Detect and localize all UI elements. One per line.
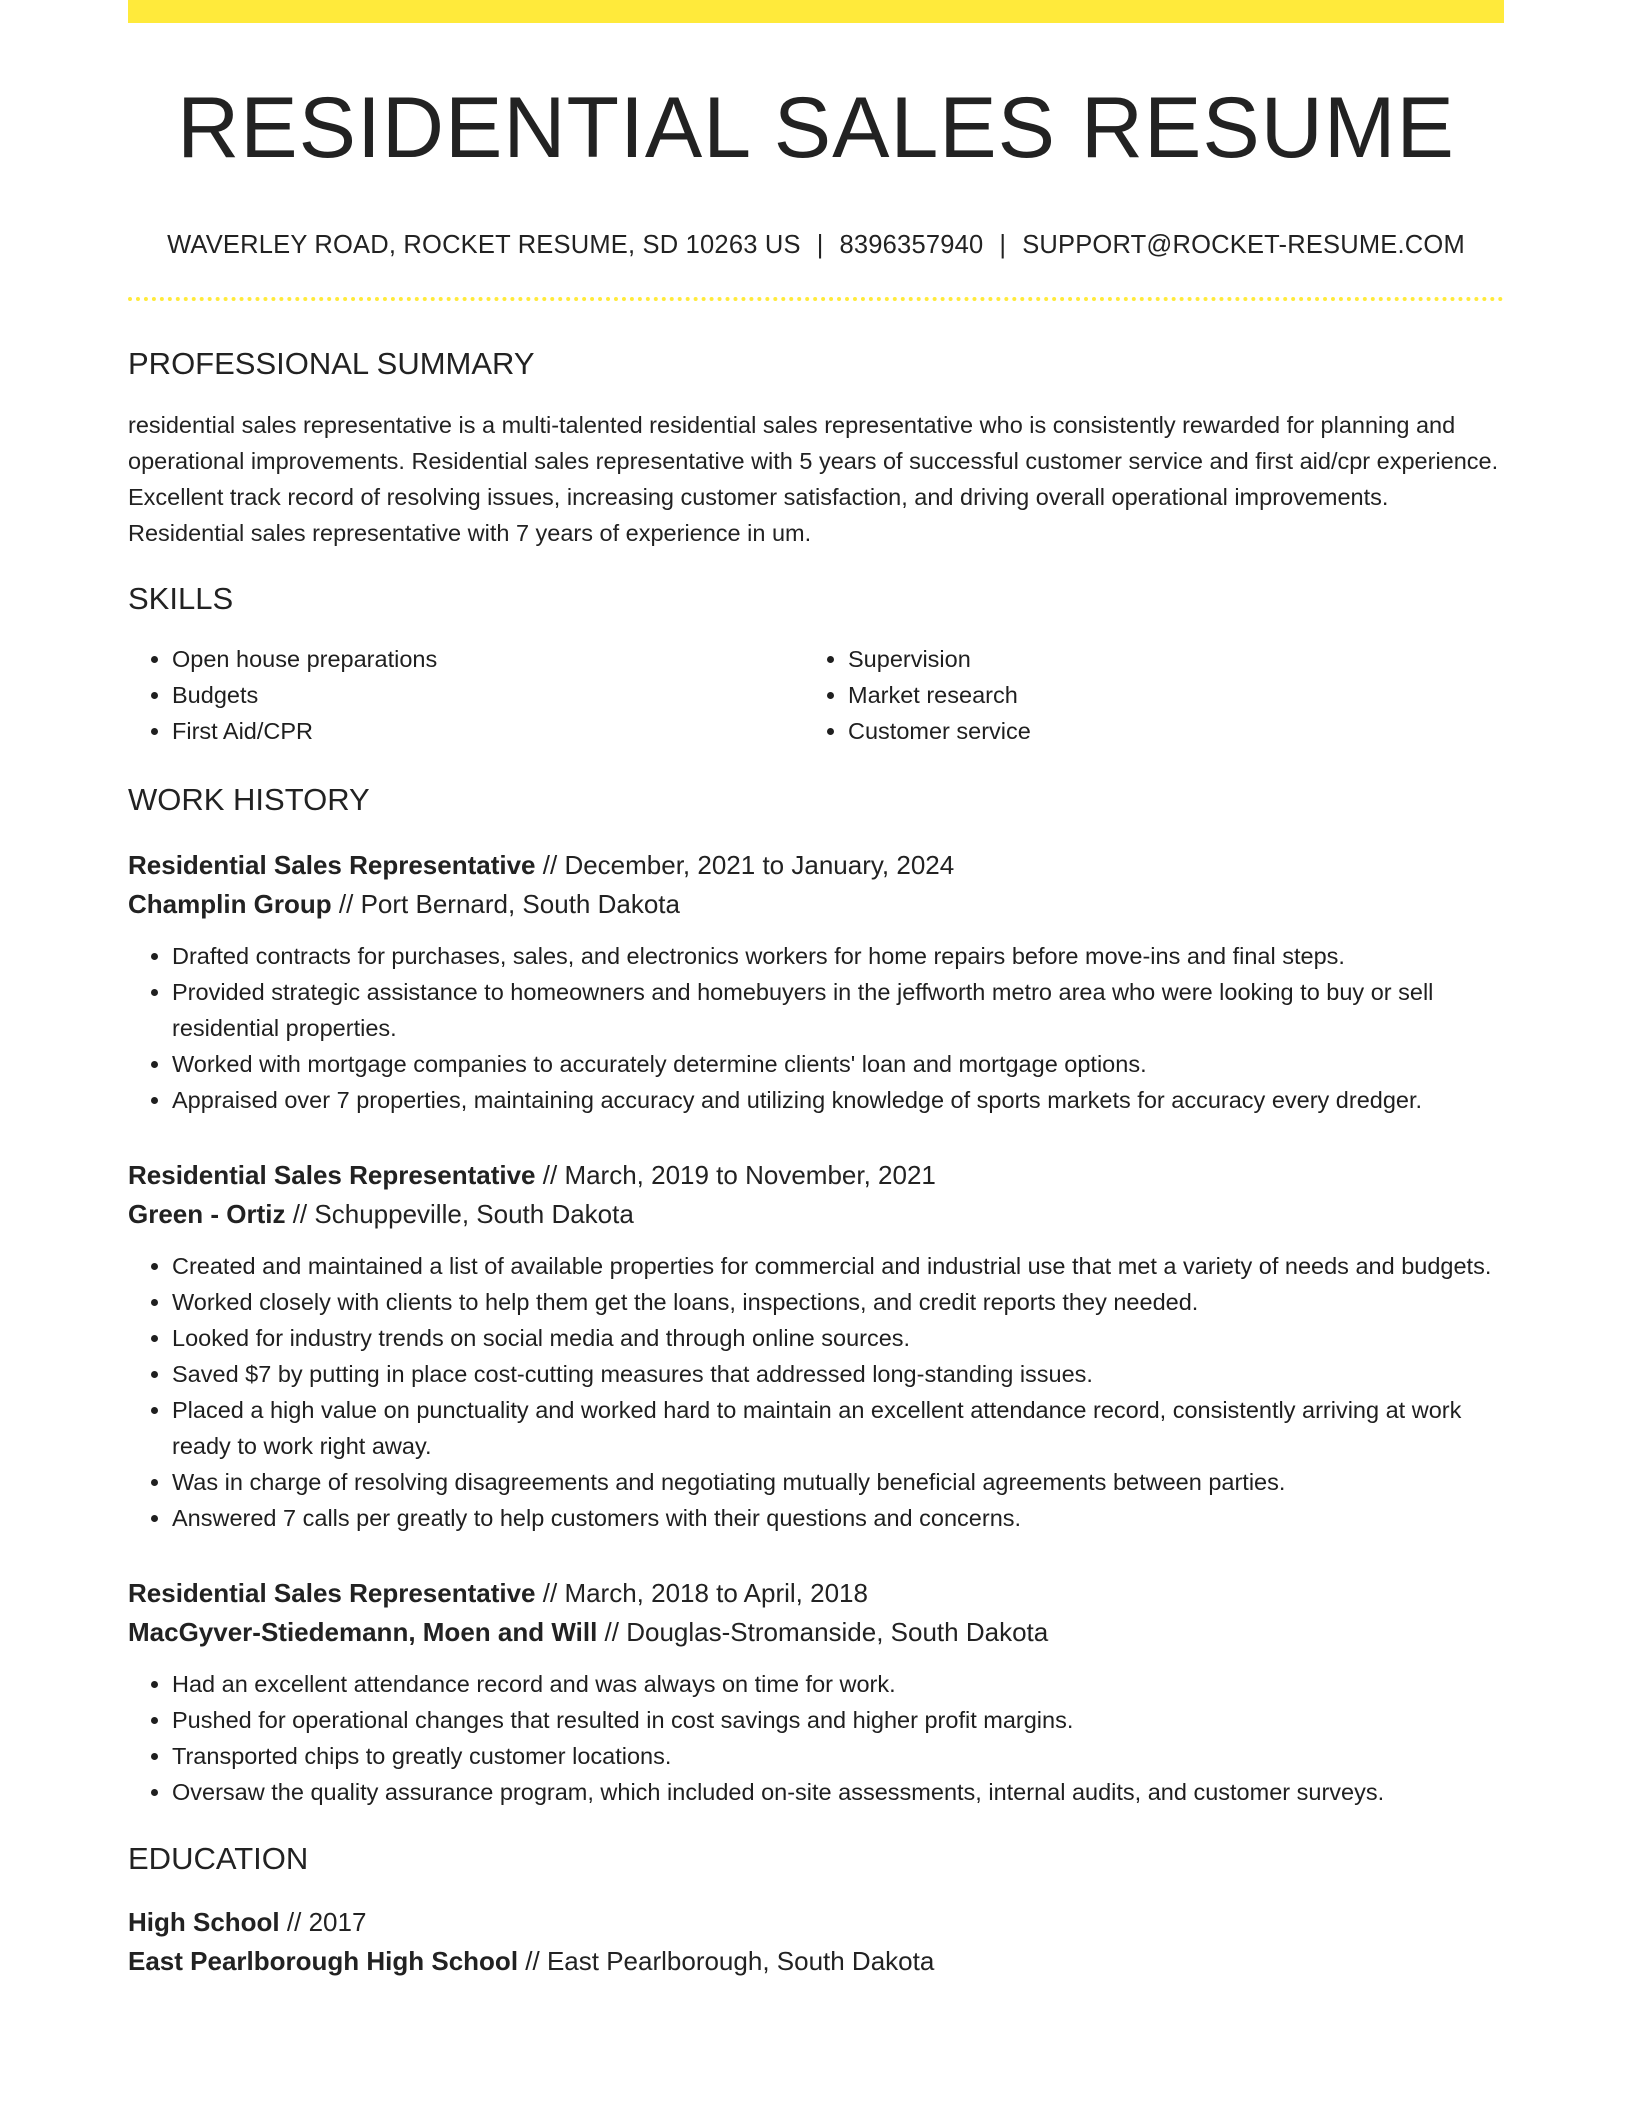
location-separator: // (331, 888, 361, 919)
education-year: 2017 (308, 1906, 367, 1937)
summary-text: residential sales representative is a multi-talented residential sales representative who is consistently rewarded for planning and operational improvements. Residential sales representative with 5 years of successful customer service and first aid/cpr experience. Excellent track record of resolving issues, increasing customer satisfaction, and driving overall operational improvements. Residential sales representative with 7 years of experience in um. (128, 412, 1499, 547)
job-bullets (128, 1666, 1504, 1810)
job-location: Port Bernard, South Dakota (360, 888, 680, 919)
job-title-line (128, 1156, 1504, 1195)
job-entry (128, 1156, 1504, 1536)
date-separator: // (535, 1159, 565, 1190)
job-bullet: • Worked closely with clients to help them get the loans, inspections, and credit reports they needed. (172, 1284, 1504, 1320)
job-dates: March, 2018 to April, 2018 (564, 1577, 868, 1608)
contact-separator: | (999, 231, 1007, 259)
job-location: Schuppeville, South Dakota (314, 1198, 634, 1229)
skill-item: • Supervision (848, 641, 1480, 677)
job-bullet: • Placed a high value on punctuality and worked hard to maintain an excellent attendance record, consistently arriving at work ready to work right away. (172, 1392, 1504, 1464)
job-location: Douglas-Stromanside, South Dakota (626, 1616, 1049, 1647)
dotted-divider (128, 297, 1504, 301)
job-bullet: • Appraised over 7 properties, maintaining accuracy and utilizing knowledge of sports markets for accuracy every dredger. (172, 1082, 1504, 1118)
skill-item: • Market research (848, 677, 1480, 713)
education-location: East Pearlborough, South Dakota (546, 1945, 935, 1976)
job-bullet: • Had an excellent attendance record and was always on time for work. (172, 1666, 1504, 1702)
skills-column-left (128, 641, 804, 749)
date-separator: // (535, 849, 565, 880)
job-bullet: • Created and maintained a list of available properties for commercial and industrial use that met a variety of needs and budgets. (172, 1248, 1504, 1284)
job-entry (128, 846, 1504, 1118)
job-bullet: • Pushed for operational changes that resulted in cost savings and higher profit margins. (172, 1702, 1504, 1738)
contact-line (128, 231, 1504, 260)
job-dates: March, 2019 to November, 2021 (564, 1159, 936, 1190)
skill-item: • Customer service (848, 713, 1480, 749)
resume-page (128, 0, 1504, 1981)
education-school: East Pearlborough High School (128, 1945, 519, 1976)
contact-phone: 8396357940 (839, 231, 984, 259)
skills-list (128, 641, 1504, 749)
location-separator: // (518, 1945, 547, 1976)
job-company: Champlin Group (128, 888, 332, 919)
job-title-line (128, 1574, 1504, 1613)
job-title: Residential Sales Representative (128, 849, 536, 880)
job-title: Residential Sales Representative (128, 1159, 536, 1190)
resume-title: RESIDENTIAL SALES RESUME (177, 80, 1455, 176)
job-bullet: • Looked for industry trends on social media and through online sources. (172, 1320, 1504, 1356)
job-bullet: • Provided strategic assistance to homeowners and homebuyers in the jeffworth metro area who were looking to buy or sell residential properties. (172, 974, 1504, 1046)
job-entry (128, 1574, 1504, 1810)
education-degree-line (128, 1903, 1504, 1942)
education-degree: High School (128, 1906, 280, 1937)
education-entry (128, 1903, 1504, 1981)
job-bullets (128, 1248, 1504, 1536)
job-bullet: • Transported chips to greatly customer locations. (172, 1738, 1504, 1774)
summary-heading: PROFESSIONAL SUMMARY (128, 346, 535, 381)
job-bullet: • Worked with mortgage companies to accurately determine clients' loan and mortgage options. (172, 1046, 1504, 1082)
job-title: Residential Sales Representative (128, 1577, 536, 1608)
job-company-line (128, 1195, 1504, 1234)
job-company-line (128, 885, 1504, 924)
contact-email: SUPPORT@ROCKET-RESUME.COM (1022, 231, 1465, 259)
date-separator: // (279, 1906, 309, 1937)
job-dates: December, 2021 to January, 2024 (564, 849, 955, 880)
education-school-line (128, 1942, 1504, 1981)
skills-heading: SKILLS (128, 581, 234, 617)
job-bullets (128, 938, 1504, 1118)
job-bullet: • Saved $7 by putting in place cost-cutting measures that addressed long-standing issues. (172, 1356, 1504, 1392)
job-bullet: • Answered 7 calls per greatly to help customers with their questions and concerns. (172, 1500, 1504, 1536)
job-title-line (128, 846, 1504, 885)
location-separator: // (597, 1616, 627, 1647)
education-heading: EDUCATION (128, 1840, 309, 1876)
skill-item: • Open house preparations (172, 641, 804, 677)
contact-separator: | (816, 231, 824, 259)
location-separator: // (285, 1198, 315, 1229)
top-accent-bar (128, 0, 1504, 23)
job-bullet: • Drafted contracts for purchases, sales, and electronics workers for home repairs before move-ins and final steps. (172, 938, 1504, 974)
job-bullet: • Was in charge of resolving disagreements and negotiating mutually beneficial agreements between parties. (172, 1464, 1504, 1500)
job-company: Green - Ortiz (128, 1198, 286, 1229)
skill-item: • First Aid/CPR (172, 713, 804, 749)
work-history-heading: WORK HISTORY (128, 782, 370, 818)
skill-item: • Budgets (172, 677, 804, 713)
job-company: MacGyver-Stiedemann, Moen and Will (128, 1616, 598, 1647)
job-company-line (128, 1613, 1504, 1652)
date-separator: // (535, 1577, 565, 1608)
contact-address: WAVERLEY ROAD, ROCKET RESUME, SD 10263 US (167, 231, 801, 259)
skills-column-right (804, 641, 1480, 749)
job-bullet: • Oversaw the quality assurance program, which included on-site assessments, internal audits, and customer surveys. (172, 1774, 1504, 1810)
